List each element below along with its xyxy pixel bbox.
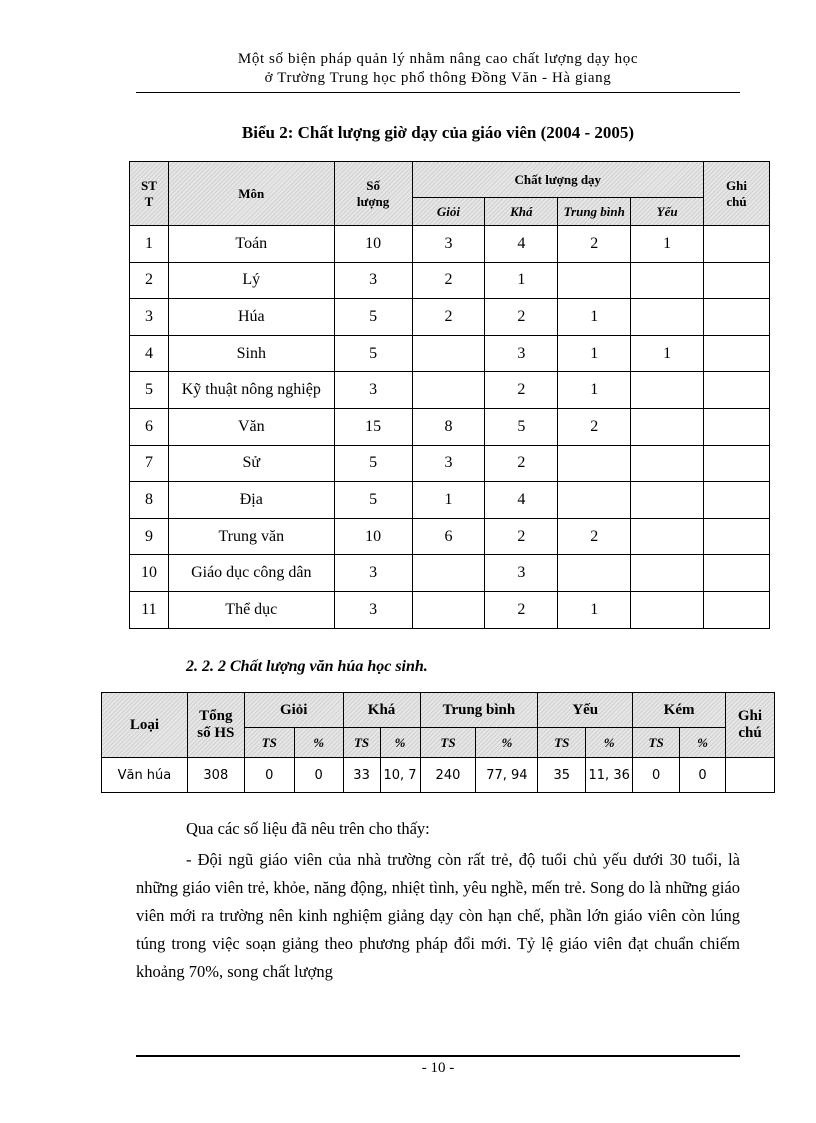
cell-gioi: 1 bbox=[412, 482, 485, 519]
col-so-luong bbox=[334, 162, 412, 226]
cell-trung-binh: 2 bbox=[558, 518, 631, 555]
col-so-luong-line2: lượng bbox=[356, 193, 390, 209]
cell-gioi: 8 bbox=[412, 408, 485, 445]
cell-gioi: 6 bbox=[412, 518, 485, 555]
cell-trung-binh: 1 bbox=[558, 335, 631, 372]
cell-yeu bbox=[631, 445, 704, 482]
table-row bbox=[130, 445, 770, 482]
col-gioi: Giỏi bbox=[412, 198, 485, 226]
cell-ghi-chu bbox=[704, 372, 770, 409]
cell-so-luong: 5 bbox=[334, 335, 412, 372]
cell-stt: 9 bbox=[130, 518, 169, 555]
cell-kha: 1 bbox=[485, 262, 558, 299]
cell-kha: 2 bbox=[485, 372, 558, 409]
t2-cell: 10, 7 bbox=[380, 758, 420, 793]
t2-sub-percent: % bbox=[380, 728, 420, 758]
t2-sub-ts: TS bbox=[343, 728, 380, 758]
cell-gioi bbox=[412, 555, 485, 592]
cell-mon: Kỹ thuật nông nghiệp bbox=[168, 372, 334, 409]
cell-ghi-chu bbox=[704, 299, 770, 336]
cell-so-luong: 5 bbox=[334, 299, 412, 336]
running-header bbox=[136, 50, 740, 88]
student-quality-table bbox=[101, 692, 775, 793]
cell-ghi-chu bbox=[704, 591, 770, 628]
col-ghi-chu-line1: Ghi bbox=[726, 177, 748, 193]
table-row bbox=[130, 372, 770, 409]
cell-kha: 3 bbox=[485, 555, 558, 592]
cell-ghi-chu bbox=[704, 518, 770, 555]
cell-mon: Trung văn bbox=[168, 518, 334, 555]
cell-trung-binh: 1 bbox=[558, 372, 631, 409]
cell-so-luong: 3 bbox=[334, 372, 412, 409]
paragraph-intro: Qua các số liệu đã nêu trên cho thấy: bbox=[186, 819, 430, 838]
col-ghi-chu bbox=[704, 162, 770, 226]
cell-mon: Húa bbox=[168, 299, 334, 336]
cell-kha: 5 bbox=[485, 408, 558, 445]
table-row bbox=[130, 262, 770, 299]
footer-rule bbox=[136, 1055, 740, 1057]
t2-cell: 308 bbox=[187, 758, 244, 793]
cell-yeu bbox=[631, 262, 704, 299]
cell-trung-binh bbox=[558, 555, 631, 592]
header-rule bbox=[136, 92, 740, 93]
cell-ghi-chu bbox=[704, 408, 770, 445]
table-row bbox=[130, 226, 770, 263]
cell-ghi-chu bbox=[704, 482, 770, 519]
cell-stt: 7 bbox=[130, 445, 169, 482]
t2-cell: 35 bbox=[538, 758, 586, 793]
cell-trung-binh: 1 bbox=[558, 591, 631, 628]
col-ghi-chu-line2: chú bbox=[726, 193, 747, 209]
cell-gioi: 3 bbox=[412, 445, 485, 482]
t2-cell: 33 bbox=[343, 758, 380, 793]
t2-col-loai: Loại bbox=[102, 693, 188, 758]
cell-gioi: 3 bbox=[412, 226, 485, 263]
table-row bbox=[130, 335, 770, 372]
cell-mon: Thể dục bbox=[168, 591, 334, 628]
cell-kha: 3 bbox=[485, 335, 558, 372]
cell-trung-binh bbox=[558, 482, 631, 519]
t2-cell bbox=[725, 758, 774, 793]
col-stt bbox=[130, 162, 169, 226]
cell-ghi-chu bbox=[704, 335, 770, 372]
t2-sub-ts: TS bbox=[244, 728, 294, 758]
cell-stt: 11 bbox=[130, 591, 169, 628]
cell-so-luong: 3 bbox=[334, 555, 412, 592]
t2-sub-ts: TS bbox=[633, 728, 680, 758]
cell-mon: Toán bbox=[168, 226, 334, 263]
col-mon: Môn bbox=[168, 162, 334, 226]
cell-mon: Văn bbox=[168, 408, 334, 445]
table-row bbox=[130, 555, 770, 592]
cell-gioi: 2 bbox=[412, 299, 485, 336]
col-stt-line1: ST bbox=[141, 177, 157, 193]
cell-ghi-chu bbox=[704, 262, 770, 299]
cell-stt: 3 bbox=[130, 299, 169, 336]
cell-trung-binh: 2 bbox=[558, 408, 631, 445]
cell-so-luong: 3 bbox=[334, 262, 412, 299]
cell-so-luong: 10 bbox=[334, 518, 412, 555]
cell-kha: 2 bbox=[485, 445, 558, 482]
cell-kha: 2 bbox=[485, 518, 558, 555]
col-trung-binh: Trung bình bbox=[558, 198, 631, 226]
t2-col-gioi: Giỏi bbox=[244, 693, 343, 728]
t2-cell: 77, 94 bbox=[476, 758, 538, 793]
t2-col-kha: Khá bbox=[343, 693, 420, 728]
cell-kha: 2 bbox=[485, 591, 558, 628]
t2-sub-percent: % bbox=[680, 728, 726, 758]
teaching-quality-rows bbox=[130, 226, 770, 629]
t2-col-ghi-line1: Ghi bbox=[737, 708, 763, 724]
cell-yeu bbox=[631, 408, 704, 445]
cell-kha: 2 bbox=[485, 299, 558, 336]
cell-yeu: 1 bbox=[631, 226, 704, 263]
cell-gioi bbox=[412, 591, 485, 628]
t2-cell: 0 bbox=[633, 758, 680, 793]
cell-mon: Địa bbox=[168, 482, 334, 519]
header-line-1: Một số biện pháp quản lý nhằm nâng cao chất lượng dạy học bbox=[237, 51, 639, 67]
cell-mon: Sử bbox=[168, 445, 334, 482]
cell-trung-binh bbox=[558, 445, 631, 482]
t2-cell: 0 bbox=[680, 758, 726, 793]
cell-trung-binh: 1 bbox=[558, 299, 631, 336]
col-stt-line2: T bbox=[144, 193, 154, 209]
t2-col-tong-line1: Tổng bbox=[199, 708, 233, 724]
table1-caption: Biểu 2: Chất lượng giờ dạy của giáo viên (2004 - 2005) bbox=[241, 123, 635, 142]
t2-sub-percent: % bbox=[476, 728, 538, 758]
page-number: - 10 - bbox=[421, 1060, 455, 1076]
cell-so-luong: 5 bbox=[334, 482, 412, 519]
cell-yeu: 1 bbox=[631, 335, 704, 372]
col-kha: Khá bbox=[485, 198, 558, 226]
paragraph-body: - Đội ngũ giáo viên của nhà trường còn rất trẻ, độ tuổi chủ yếu dưới 30 tuổi, là những giáo viên trẻ, khỏe, năng động, nhiệt tình, yêu nghề, mến trẻ. Song do là những giáo viên mới ra trường nên kinh nghiệm giảng dạy còn hạn chế, phần lớn giáo viên còn lúng túng trong việc soạn giảng theo phương pháp đổi mới. Tỷ lệ giáo viên đạt chuẩn chiếm khoảng 70%, song chất lượng bbox=[136, 850, 740, 981]
t2-sub-ts: TS bbox=[420, 728, 476, 758]
cell-trung-binh bbox=[558, 262, 631, 299]
t2-data-row bbox=[102, 758, 775, 793]
t2-col-tong-so-hs bbox=[187, 693, 244, 758]
cell-stt: 8 bbox=[130, 482, 169, 519]
table-row bbox=[130, 518, 770, 555]
cell-stt: 1 bbox=[130, 226, 169, 263]
cell-stt: 10 bbox=[130, 555, 169, 592]
t2-col-trung-binh: Trung bình bbox=[420, 693, 538, 728]
cell-stt: 4 bbox=[130, 335, 169, 372]
table-row bbox=[130, 299, 770, 336]
t2-col-ghi-chu bbox=[725, 693, 774, 758]
cell-mon: Lý bbox=[168, 262, 334, 299]
t2-col-tong-line2: số HS bbox=[197, 725, 235, 741]
t2-sub-percent: % bbox=[294, 728, 343, 758]
table-row bbox=[130, 591, 770, 628]
cell-yeu bbox=[631, 555, 704, 592]
col-chat-luong-day: Chất lượng dạy bbox=[412, 162, 704, 198]
cell-stt: 6 bbox=[130, 408, 169, 445]
table-row bbox=[130, 408, 770, 445]
cell-yeu bbox=[631, 591, 704, 628]
cell-yeu bbox=[631, 482, 704, 519]
table-row bbox=[130, 482, 770, 519]
t2-cell: Văn húa bbox=[102, 758, 188, 793]
cell-ghi-chu bbox=[704, 555, 770, 592]
cell-so-luong: 3 bbox=[334, 591, 412, 628]
cell-yeu bbox=[631, 518, 704, 555]
t2-cell: 0 bbox=[294, 758, 343, 793]
t2-col-ghi-line2: chú bbox=[738, 725, 762, 741]
t2-col-yeu: Yếu bbox=[538, 693, 633, 728]
t2-cell: 0 bbox=[244, 758, 294, 793]
cell-gioi: 2 bbox=[412, 262, 485, 299]
cell-so-luong: 15 bbox=[334, 408, 412, 445]
cell-so-luong: 10 bbox=[334, 226, 412, 263]
cell-gioi bbox=[412, 372, 485, 409]
header-line-2: ở Trường Trung học phổ thông Đồng Văn - Hà giang bbox=[264, 70, 612, 86]
cell-stt: 5 bbox=[130, 372, 169, 409]
cell-ghi-chu bbox=[704, 226, 770, 263]
cell-mon: Sinh bbox=[168, 335, 334, 372]
teaching-quality-table bbox=[129, 161, 770, 629]
t2-cell: 11, 36 bbox=[586, 758, 633, 793]
col-yeu: Yếu bbox=[631, 198, 704, 226]
cell-yeu bbox=[631, 372, 704, 409]
t2-sub-percent: % bbox=[586, 728, 633, 758]
cell-trung-binh: 2 bbox=[558, 226, 631, 263]
cell-yeu bbox=[631, 299, 704, 336]
section-heading: 2. 2. 2 Chất lượng văn húa học sinh. bbox=[186, 658, 428, 675]
cell-mon: Giáo dục công dân bbox=[168, 555, 334, 592]
cell-so-luong: 5 bbox=[334, 445, 412, 482]
t2-sub-ts: TS bbox=[538, 728, 586, 758]
col-so-luong-line1: Số bbox=[366, 177, 380, 193]
cell-ghi-chu bbox=[704, 445, 770, 482]
cell-kha: 4 bbox=[485, 226, 558, 263]
t2-col-kem: Kém bbox=[633, 693, 726, 728]
cell-kha: 4 bbox=[485, 482, 558, 519]
cell-stt: 2 bbox=[130, 262, 169, 299]
t2-cell: 240 bbox=[420, 758, 476, 793]
cell-gioi bbox=[412, 335, 485, 372]
